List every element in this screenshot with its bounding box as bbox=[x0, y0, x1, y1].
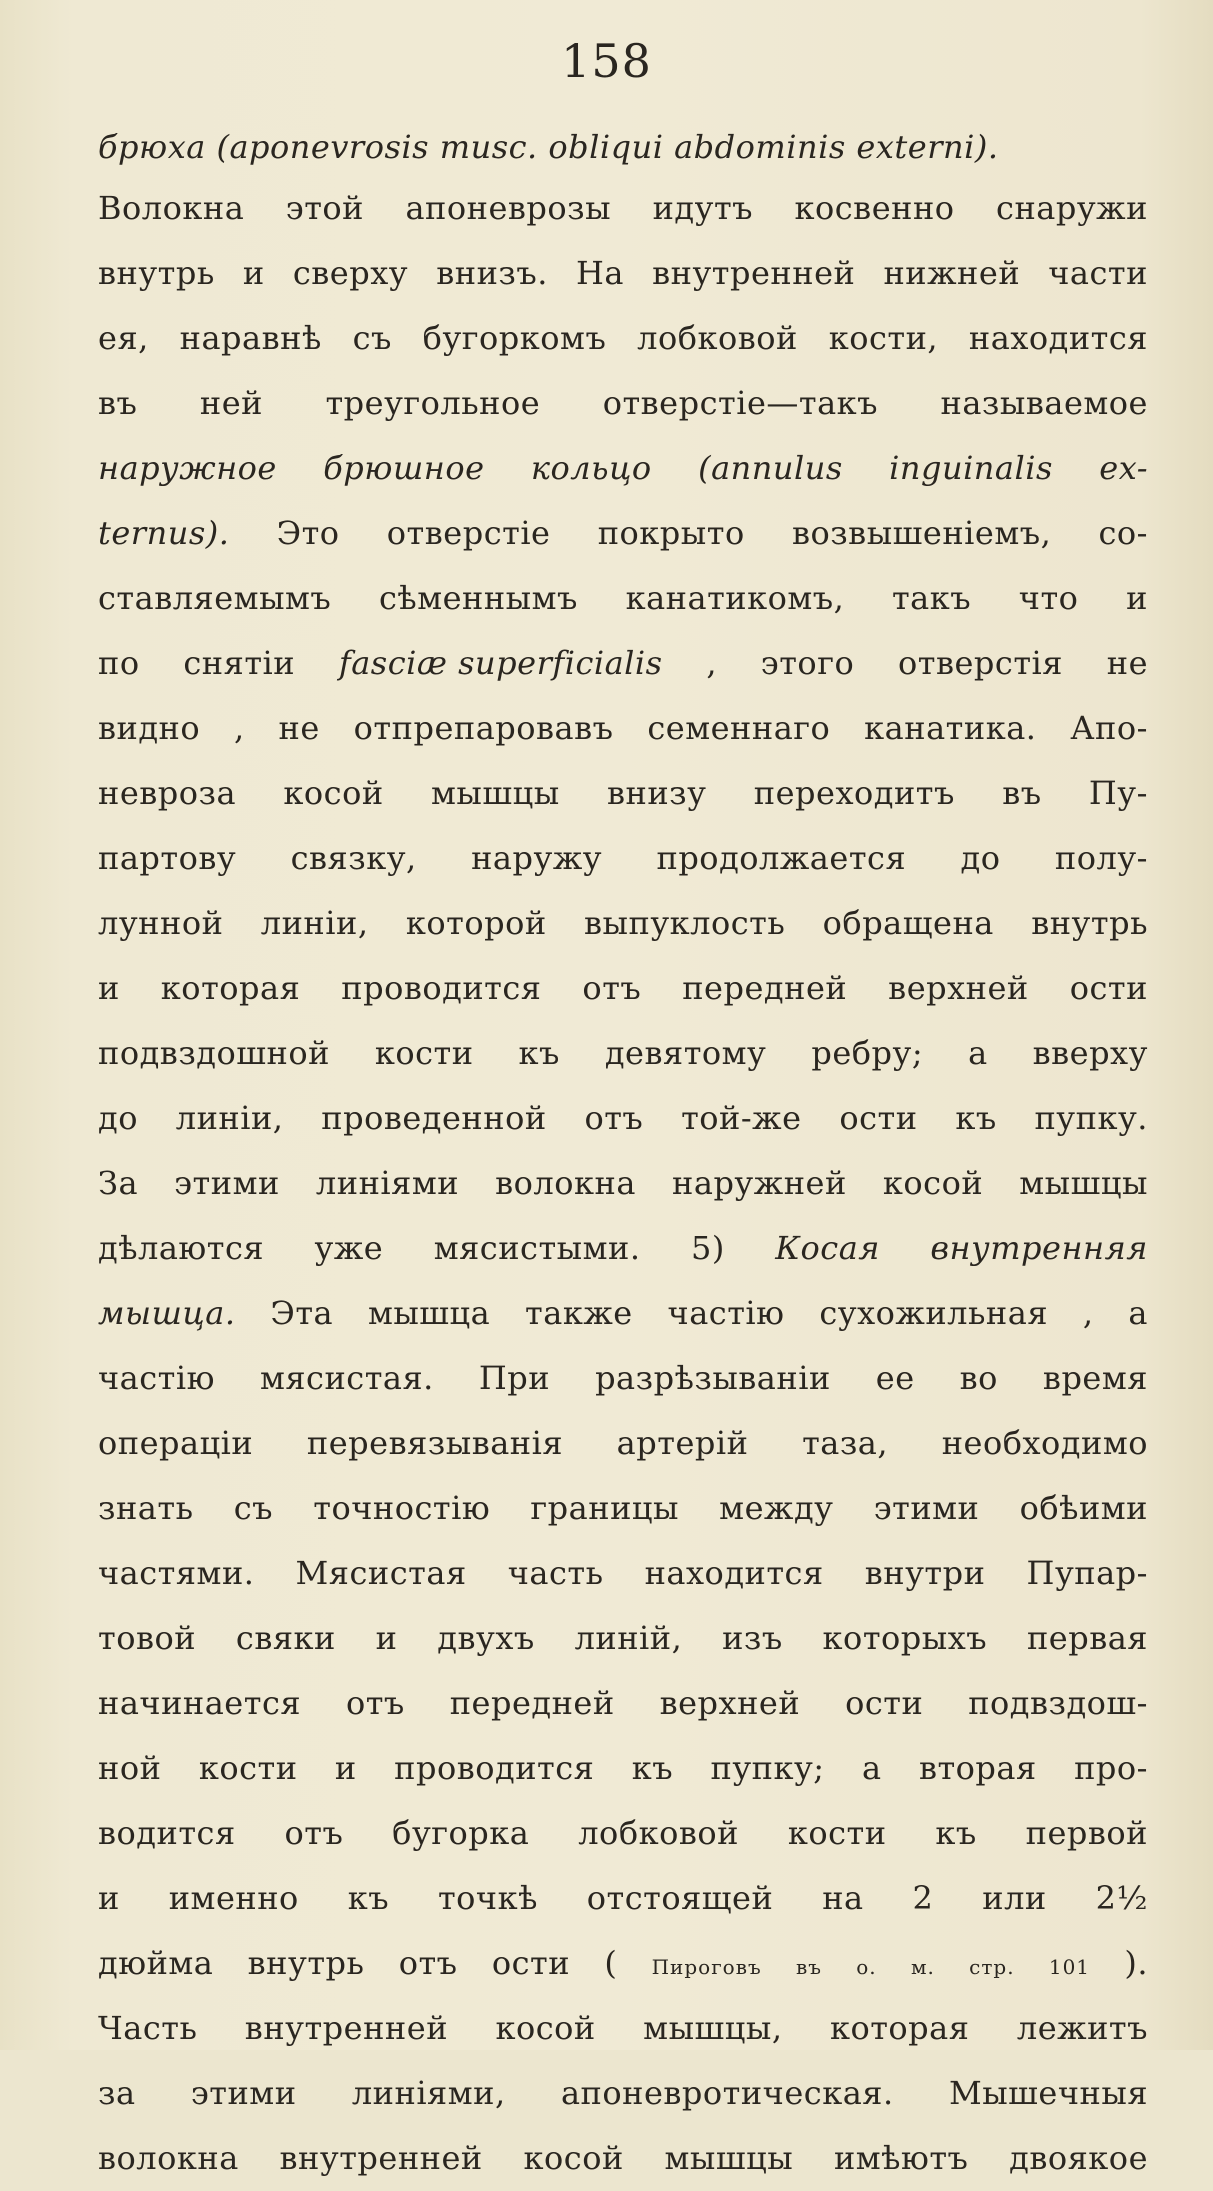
word: что bbox=[1018, 579, 1079, 617]
word: операціи bbox=[98, 1424, 254, 1462]
word: продолжается bbox=[656, 839, 907, 877]
word: таза, bbox=[802, 1424, 889, 1462]
word: партову bbox=[98, 839, 237, 877]
word: также bbox=[525, 1294, 633, 1332]
word: Апо- bbox=[1070, 709, 1148, 747]
word: ( bbox=[604, 1944, 618, 1982]
word: лобковой bbox=[578, 1814, 739, 1852]
word: наружное bbox=[98, 449, 277, 487]
word: наружней bbox=[672, 1164, 847, 1202]
word: передней bbox=[682, 969, 848, 1007]
word: проводится bbox=[341, 969, 542, 1007]
word: лежитъ bbox=[1016, 2009, 1148, 2047]
word: уже bbox=[314, 1229, 384, 1267]
word: наружу bbox=[471, 839, 603, 877]
word: изъ bbox=[722, 1619, 783, 1657]
word: границы bbox=[530, 1489, 679, 1527]
word: между bbox=[719, 1489, 834, 1527]
word: брюха (aponevrosis musc. obliqui abdominis externi). bbox=[98, 128, 999, 166]
word: линій, bbox=[574, 1619, 683, 1657]
word: 2 bbox=[912, 1879, 934, 1917]
word: отверстіе bbox=[386, 514, 551, 552]
word: передней bbox=[449, 1684, 615, 1722]
word: линіями, bbox=[351, 2074, 506, 2112]
word: ставляемымъ bbox=[98, 579, 332, 617]
word: Косая bbox=[775, 1229, 880, 1267]
text-line bbox=[98, 1476, 1148, 1541]
word: кольцо bbox=[530, 449, 652, 487]
word: внутренней bbox=[652, 254, 856, 292]
word: 101 bbox=[1048, 1955, 1091, 1979]
word: къ bbox=[955, 1099, 997, 1137]
word: мышцы bbox=[664, 2139, 794, 2177]
text-line bbox=[98, 761, 1148, 826]
word: и bbox=[98, 1879, 120, 1917]
text-line bbox=[98, 1086, 1148, 1151]
text-line bbox=[98, 1996, 1148, 2061]
text-line bbox=[98, 631, 1148, 696]
word: въ bbox=[1002, 774, 1042, 812]
word: этими bbox=[174, 1164, 280, 1202]
word: дѣлаются bbox=[98, 1229, 265, 1267]
word: двоякое bbox=[1009, 2139, 1148, 2177]
page-number: 158 bbox=[561, 34, 652, 88]
word: внутрь bbox=[1031, 904, 1148, 942]
word: стр. bbox=[969, 1955, 1015, 1979]
word: апоневротическая. bbox=[560, 2074, 894, 2112]
word: невроза bbox=[98, 774, 237, 812]
word: этими bbox=[873, 1489, 980, 1527]
word: , bbox=[1082, 1294, 1094, 1332]
word: идутъ bbox=[652, 189, 753, 227]
word: За bbox=[98, 1164, 139, 1202]
word: на bbox=[822, 1879, 864, 1917]
word: ternus). bbox=[98, 514, 230, 552]
word: апоневрозы bbox=[405, 189, 612, 227]
text-line bbox=[98, 118, 1148, 176]
word: той-же bbox=[681, 1099, 802, 1137]
text-line bbox=[98, 306, 1148, 371]
word: частію bbox=[98, 1359, 215, 1397]
word: проведенной bbox=[321, 1099, 547, 1137]
word: ной bbox=[98, 1749, 162, 1787]
word: за bbox=[98, 2074, 136, 2112]
word: отверстія bbox=[898, 644, 1063, 682]
word: треугольное bbox=[325, 384, 541, 422]
word: канатика. bbox=[864, 709, 1037, 747]
word: Пу- bbox=[1088, 774, 1148, 812]
word: или bbox=[982, 1879, 1047, 1917]
body-text bbox=[98, 118, 1148, 2191]
word: пупку. bbox=[1034, 1099, 1148, 1137]
text-line bbox=[98, 566, 1148, 631]
word: внутренней bbox=[244, 2009, 449, 2047]
word: части bbox=[1048, 254, 1148, 292]
word: къ bbox=[935, 1814, 977, 1852]
word: При bbox=[478, 1359, 551, 1397]
word: волокна bbox=[495, 1164, 636, 1202]
word: время bbox=[1042, 1359, 1148, 1397]
word: не bbox=[1106, 644, 1148, 682]
word: проводится bbox=[394, 1749, 595, 1787]
word: fasciæ superficialis bbox=[338, 644, 663, 682]
word: отъ bbox=[345, 1684, 405, 1722]
word: видно bbox=[98, 709, 201, 747]
word: и bbox=[334, 1749, 357, 1787]
text-line bbox=[98, 501, 1148, 566]
word: ости bbox=[491, 1944, 571, 1982]
word: , bbox=[234, 709, 245, 747]
word: первой bbox=[1025, 1814, 1148, 1852]
word: На bbox=[576, 254, 624, 292]
word: и bbox=[242, 254, 265, 292]
word: которой bbox=[405, 904, 547, 942]
word: отъ bbox=[584, 1099, 644, 1137]
word: со- bbox=[1098, 514, 1148, 552]
text-line bbox=[98, 371, 1148, 436]
word: имѣютъ bbox=[833, 2139, 969, 2177]
text-line bbox=[98, 1151, 1148, 1216]
text-line bbox=[98, 1736, 1148, 1801]
word: внутрь bbox=[98, 254, 215, 292]
word: лунной bbox=[98, 904, 224, 942]
text-line bbox=[98, 1866, 1148, 1931]
word: отстоящей bbox=[586, 1879, 774, 1917]
word: ). bbox=[1124, 1944, 1148, 1982]
word: наравнѣ bbox=[179, 319, 322, 357]
word: отпрепаровавъ bbox=[353, 709, 614, 747]
word: находится bbox=[644, 1554, 824, 1592]
word: ости bbox=[845, 1684, 924, 1722]
text-line bbox=[98, 1606, 1148, 1671]
word: косвенно bbox=[794, 189, 955, 227]
word: покрыто bbox=[597, 514, 745, 552]
word: часть bbox=[507, 1554, 604, 1592]
word: до bbox=[960, 839, 1001, 877]
word: частію bbox=[667, 1294, 785, 1332]
word: отъ bbox=[582, 969, 642, 1007]
text-line bbox=[98, 2061, 1148, 2126]
text-line bbox=[98, 1541, 1148, 1606]
text-line bbox=[98, 1801, 1148, 1866]
word: косой bbox=[523, 2139, 624, 2177]
word: а bbox=[1128, 1294, 1148, 1332]
word: верхней bbox=[659, 1684, 801, 1722]
word: именно bbox=[168, 1879, 299, 1917]
word: начинается bbox=[98, 1684, 302, 1722]
word: внутренней bbox=[279, 2139, 483, 2177]
word: подвздошной bbox=[98, 1034, 330, 1072]
word: внутрь bbox=[247, 1944, 365, 1982]
word: необходимо bbox=[941, 1424, 1148, 1462]
word: ея, bbox=[98, 319, 149, 357]
word: называемое bbox=[940, 384, 1148, 422]
word: перевязыванія bbox=[306, 1424, 564, 1462]
word: Мясистая bbox=[295, 1554, 467, 1592]
word: товой bbox=[98, 1619, 197, 1657]
text-line bbox=[98, 241, 1148, 306]
word: мясистая. bbox=[259, 1359, 434, 1397]
word: ее bbox=[875, 1359, 915, 1397]
word: мышцы bbox=[431, 774, 560, 812]
word: кости bbox=[198, 1749, 298, 1787]
word: находится bbox=[968, 319, 1148, 357]
word: обѣими bbox=[1019, 1489, 1148, 1527]
word: выпуклость bbox=[584, 904, 786, 942]
text-line bbox=[98, 891, 1148, 956]
word: канатикомъ, bbox=[625, 579, 845, 617]
text-line bbox=[98, 956, 1148, 1021]
word: отъ bbox=[284, 1814, 344, 1852]
word: знать bbox=[98, 1489, 194, 1527]
word: которыхъ bbox=[822, 1619, 988, 1657]
word: нижней bbox=[883, 254, 1021, 292]
word: свяки bbox=[235, 1619, 336, 1657]
word: сѣменнымъ bbox=[378, 579, 578, 617]
word: съ bbox=[233, 1489, 273, 1527]
word: мышца. bbox=[98, 1294, 236, 1332]
word: косой bbox=[495, 2009, 596, 2047]
word: отъ bbox=[398, 1944, 458, 1982]
word: внутренняя bbox=[930, 1229, 1148, 1267]
word: про- bbox=[1074, 1749, 1148, 1787]
word: бугоркомъ bbox=[422, 319, 607, 357]
word: Волокна bbox=[98, 189, 245, 227]
word: внизу bbox=[606, 774, 707, 812]
word: Мышечныя bbox=[948, 2074, 1148, 2112]
word: мышца bbox=[367, 1294, 491, 1332]
word: полу- bbox=[1054, 839, 1148, 877]
word: девятому bbox=[604, 1034, 767, 1072]
word: точностію bbox=[313, 1489, 491, 1527]
word: этого bbox=[760, 644, 855, 682]
word: ex- bbox=[1099, 449, 1148, 487]
word: Пироговъ bbox=[651, 1955, 762, 1979]
word: сверху bbox=[292, 254, 409, 292]
word: пупку; bbox=[710, 1749, 825, 1787]
word: снятіи bbox=[183, 644, 296, 682]
word: этой bbox=[285, 189, 364, 227]
word: вторая bbox=[918, 1749, 1037, 1787]
word: о. bbox=[856, 1955, 877, 1979]
word: такъ bbox=[891, 579, 972, 617]
text-line bbox=[98, 176, 1148, 241]
word: разрѣзываніи bbox=[595, 1359, 831, 1397]
word: въ bbox=[795, 1955, 822, 1979]
word: которая bbox=[160, 969, 301, 1007]
word: по bbox=[98, 644, 140, 682]
word: дюйма bbox=[98, 1944, 214, 1982]
word: вверху bbox=[1032, 1034, 1148, 1072]
word: кости bbox=[787, 1814, 887, 1852]
word: подвздош- bbox=[968, 1684, 1148, 1722]
word: а bbox=[861, 1749, 882, 1787]
word: снаружи bbox=[996, 189, 1148, 227]
text-line bbox=[98, 1281, 1148, 1346]
word: линіи, bbox=[260, 904, 369, 942]
word: семеннаго bbox=[647, 709, 831, 747]
word: съ bbox=[352, 319, 392, 357]
word: Пупар- bbox=[1026, 1554, 1148, 1592]
word: , bbox=[706, 644, 718, 682]
word: точкѣ bbox=[437, 1879, 538, 1917]
text-line bbox=[98, 696, 1148, 761]
word: (annulus bbox=[698, 449, 843, 487]
word: кости bbox=[374, 1034, 474, 1072]
word: кости, bbox=[828, 319, 939, 357]
word: которая bbox=[829, 2009, 970, 2047]
word: 2½ bbox=[1095, 1879, 1148, 1917]
text-line bbox=[98, 1671, 1148, 1736]
word: ней bbox=[199, 384, 263, 422]
word: косой bbox=[283, 774, 384, 812]
word: обращена bbox=[822, 904, 994, 942]
word: волокна bbox=[98, 2139, 239, 2177]
word: мышцы bbox=[1019, 1164, 1148, 1202]
word: и bbox=[1126, 579, 1148, 617]
text-line bbox=[98, 2126, 1148, 2191]
word: этими bbox=[190, 2074, 297, 2112]
word: мышцы, bbox=[643, 2009, 783, 2047]
word: Часть bbox=[98, 2009, 198, 2047]
word: мясистыми. bbox=[433, 1229, 641, 1267]
word: ости bbox=[1069, 969, 1148, 1007]
word: лобковой bbox=[637, 319, 798, 357]
word: внизъ. bbox=[436, 254, 548, 292]
word: Это bbox=[276, 514, 340, 552]
word: во bbox=[959, 1359, 998, 1397]
word: а bbox=[968, 1034, 988, 1072]
word: ребру; bbox=[811, 1034, 924, 1072]
word: inguinalis bbox=[889, 449, 1053, 487]
word: и bbox=[375, 1619, 398, 1657]
word: отверстіе—такъ bbox=[602, 384, 879, 422]
word: до bbox=[98, 1099, 138, 1137]
word: Эта bbox=[270, 1294, 334, 1332]
word: водится bbox=[98, 1814, 236, 1852]
word: бугорка bbox=[392, 1814, 530, 1852]
word: косой bbox=[882, 1164, 984, 1202]
word: брюшное bbox=[323, 449, 485, 487]
text-line bbox=[98, 1346, 1148, 1411]
word: къ bbox=[347, 1879, 390, 1917]
word: переходитъ bbox=[753, 774, 955, 812]
word: связку, bbox=[290, 839, 417, 877]
word: линіи, bbox=[175, 1099, 284, 1137]
word: 5) bbox=[690, 1229, 725, 1267]
text-line bbox=[98, 1411, 1148, 1476]
word: верхней bbox=[888, 969, 1029, 1007]
text-line bbox=[98, 436, 1148, 501]
word: къ bbox=[631, 1749, 674, 1787]
text-line bbox=[98, 826, 1148, 891]
word: къ bbox=[518, 1034, 560, 1072]
text-line bbox=[98, 1931, 1148, 1996]
word: м. bbox=[910, 1955, 935, 1979]
word: ости bbox=[839, 1099, 918, 1137]
word: артерій bbox=[616, 1424, 749, 1462]
word: въ bbox=[98, 384, 138, 422]
word: сухожильная bbox=[819, 1294, 1049, 1332]
word: и bbox=[98, 969, 120, 1007]
word: частями. bbox=[98, 1554, 255, 1592]
text-line bbox=[98, 1021, 1148, 1086]
word: не bbox=[278, 709, 320, 747]
word: первая bbox=[1026, 1619, 1148, 1657]
word: внутри bbox=[864, 1554, 986, 1592]
text-line bbox=[98, 1216, 1148, 1281]
word: двухъ bbox=[437, 1619, 535, 1657]
word: возвышеніемъ, bbox=[791, 514, 1052, 552]
word: линіями bbox=[315, 1164, 460, 1202]
